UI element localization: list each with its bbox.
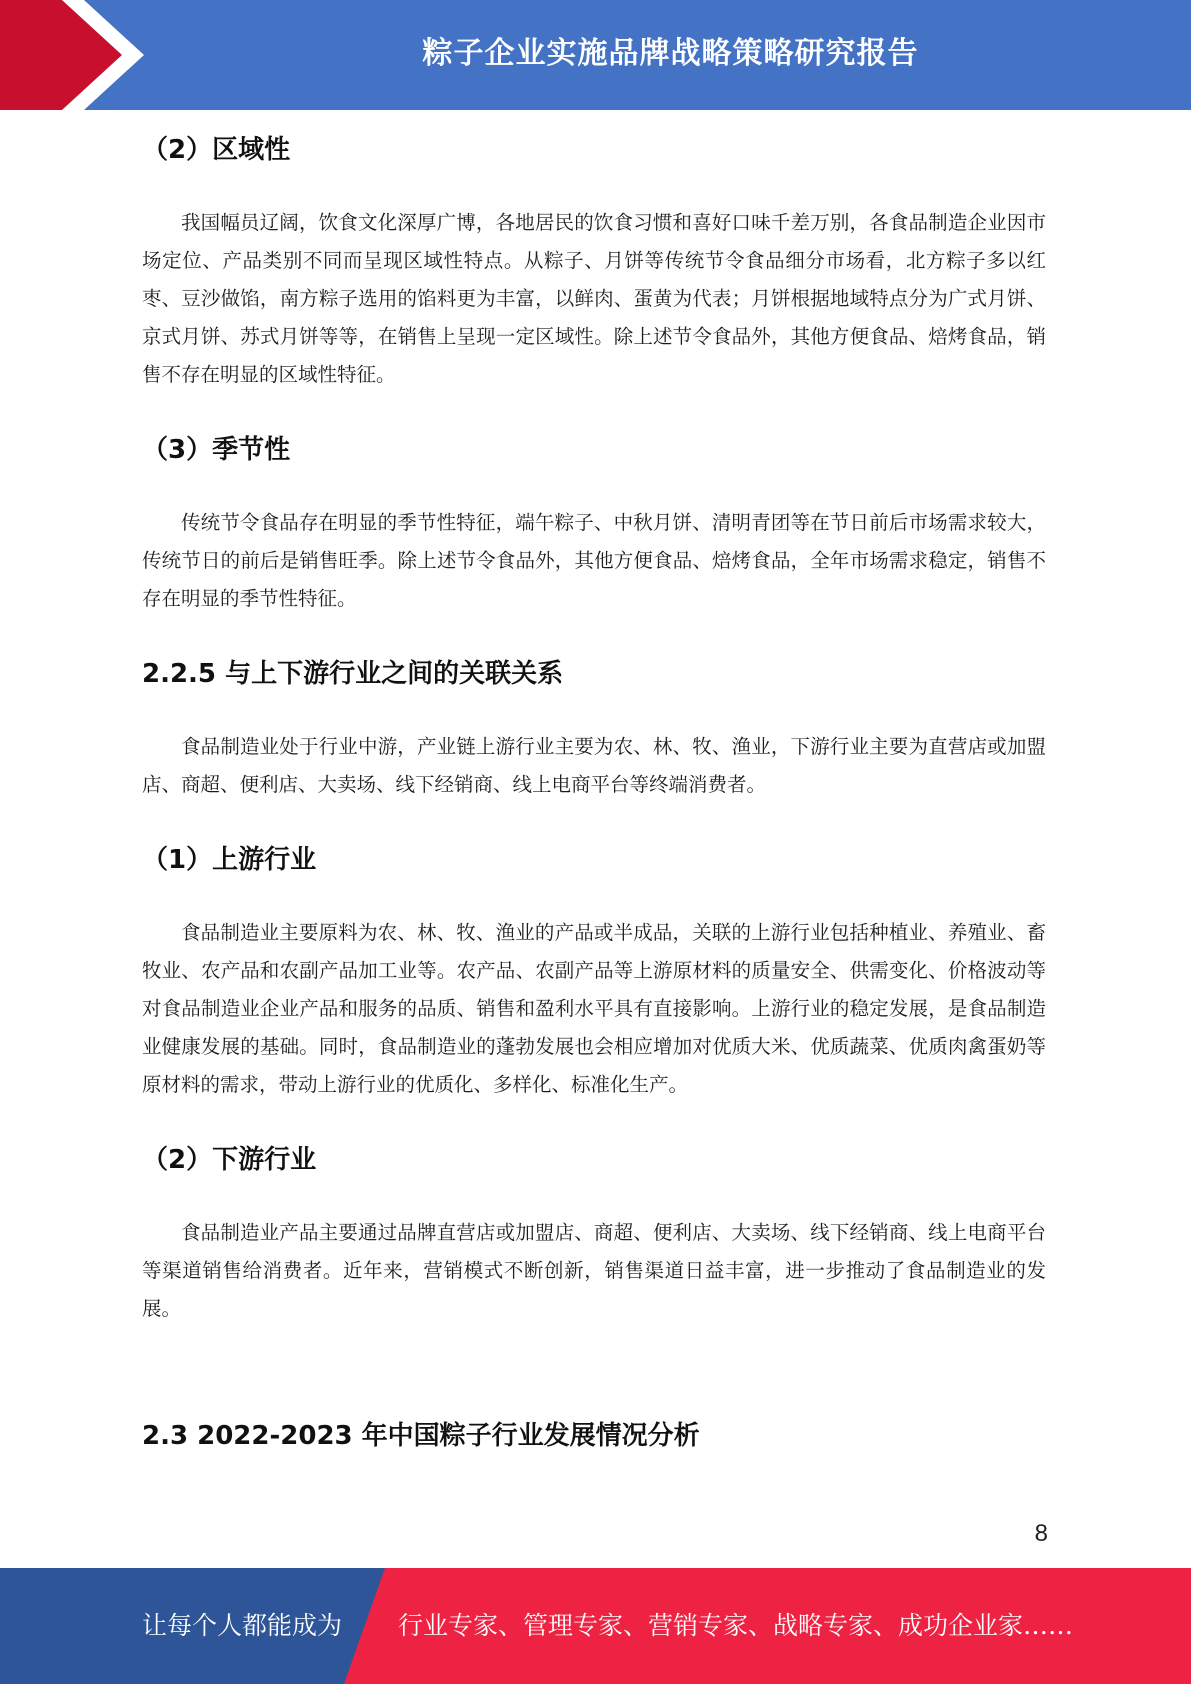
heading-downstream: （2）下游行业 (142, 1145, 317, 1175)
chevron-arrow-icon (0, 0, 150, 110)
heading-upstream: （1）上游行业 (142, 845, 317, 875)
paragraph-regional: 我国幅员辽阔，饮食文化深厚广博，各地居民的饮食习惯和喜好口味千差万别，各食品制造企业因市场定位、产品类别不同而呈现区域性特点。从粽子、月饼等传统节令食品细分市场看，北方粽子多以红枣、豆沙做馅，南方粽子选用的馅料更为丰富，以鲜肉、蛋黄为代表；月饼根据地域特点分为广式月饼、京式月饼、苏式月饼等等，在销售上呈现一定区域性。除上述节令食品外，其他方便食品、焙烤食品，销售不存在明显的区域性特征。 (142, 211, 1046, 386)
page-footer (0, 1568, 1191, 1684)
report-title: 粽子企业实施品牌战略策略研究报告 (422, 36, 919, 71)
document-body (142, 118, 1046, 1468)
page-number: 8 (1034, 1520, 1048, 1547)
heading-section-2-3: 2.3 2022-2023 年中国粽子行业发展情况分析 (142, 1421, 700, 1451)
paragraph-seasonal: 传统节令食品存在明显的季节性特征，端午粽子、中秋月饼、清明青团等在节日前后市场需求较大，传统节日的前后是销售旺季。除上述节令食品外，其他方便食品、焙烤食品，全年市场需求稳定，销售不存在明显的季节性特征。 (142, 511, 1046, 610)
paragraph-downstream: 食品制造业产品主要通过品牌直营店或加盟店、商超、便利店、大卖场、线下经销商、线上电商平台等渠道销售给消费者。近年来，营销模式不断创新，销售渠道日益丰富，进一步推动了食品制造业的发展。 (142, 1221, 1046, 1320)
heading-regional: （2）区域性 (142, 135, 291, 165)
page-header (0, 0, 1191, 110)
heading-seasonal: （3）季节性 (142, 435, 291, 465)
paragraph-upstream: 食品制造业主要原料为农、林、牧、渔业的产品或半成品，关联的上游行业包括种植业、养殖业、畜牧业、农产品和农副产品加工业等。农产品、农副产品等上游原材料的质量安全、供需变化、价格波动等对食品制造业企业产品和服务的品质、销售和盈利水平具有直接影响。上游行业的稳定发展，是食品制造业健康发展的基础。同时，食品制造业的蓬勃发展也会相应增加对优质大米、优质蔬菜、优质肉禽蛋奶等原材料的需求，带动上游行业的优质化、多样化、标准化生产。 (142, 921, 1046, 1096)
heading-section-2-2-5: 2.2.5 与上下游行业之间的关联关系 (142, 659, 564, 689)
paragraph-section-2-2-5: 食品制造业处于行业中游，产业链上游行业主要为农、林、牧、渔业，下游行业主要为直营店或加盟店、商超、便利店、大卖场、线下经销商、线上电商平台等终端消费者。 (142, 735, 1046, 796)
footer-slogan-left: 让每个人都能成为 (142, 1611, 343, 1640)
footer-slogan-right: 行业专家、管理专家、营销专家、战略专家、成功企业家…… (398, 1611, 1074, 1640)
